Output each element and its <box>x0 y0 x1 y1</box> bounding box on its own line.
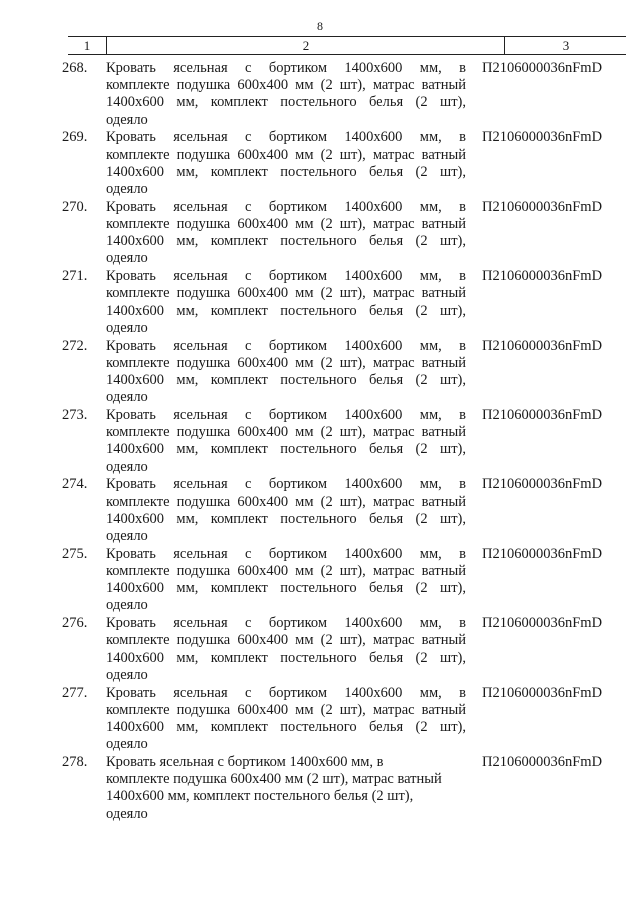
item-code: П2106000036nFmD <box>482 615 603 632</box>
item-number: 271. <box>62 268 88 285</box>
description-line: 1400х600 мм, комплект постельного белья (2 шт), <box>106 580 466 597</box>
description-line: комплекте подушка 600х400 мм (2 шт), матрас ватный <box>106 701 466 718</box>
description-line: Кровать ясельная с бортиком 1400х600 мм, в <box>106 268 466 285</box>
item-code: П2106000036nFmD <box>482 60 603 76</box>
item-number: 274. <box>62 476 88 493</box>
item-description <box>106 476 466 545</box>
description-line: 1400х600 мм, комплект постельного белья (2 шт), <box>106 718 466 735</box>
description-line: одеяло <box>106 458 148 475</box>
description-line: одеяло <box>106 111 148 128</box>
table-row <box>0 268 640 337</box>
description-line: комплекте подушка 600х400 мм (2 шт), матрас ватный <box>106 771 442 788</box>
description-line: одеяло <box>106 736 148 753</box>
page-number: 8 <box>317 19 323 33</box>
item-number: 272. <box>62 337 88 354</box>
description-line: Кровать ясельная с бортиком 1400х600 мм, в <box>106 545 466 562</box>
item-description <box>106 685 466 754</box>
item-description <box>106 546 466 615</box>
item-number: 269. <box>62 129 88 146</box>
item-description <box>106 60 466 129</box>
item-description <box>106 338 466 407</box>
description-line: комплекте подушка 600х400 мм (2 шт), матрас ватный <box>106 354 466 371</box>
table-row <box>0 685 640 754</box>
item-code: П2106000036nFmD <box>482 129 603 146</box>
description-line: Кровать ясельная с бортиком 1400х600 мм, в <box>106 198 466 215</box>
item-description <box>106 754 466 823</box>
description-line: комплекте подушка 600х400 мм (2 шт), матрас ватный <box>106 424 466 441</box>
item-code: П2106000036nFmD <box>482 684 603 701</box>
item-number: 275. <box>62 545 88 562</box>
description-line: 1400х600 мм, комплект постельного белья (2 шт), <box>106 302 466 319</box>
item-number: 273. <box>62 406 88 423</box>
table-header-row <box>68 36 626 55</box>
description-line: Кровать ясельная с бортиком 1400х600 мм, в <box>106 753 384 770</box>
item-description <box>106 268 466 337</box>
item-code: П2106000036nFmD <box>482 545 603 562</box>
description-line: 1400х600 мм, комплект постельного белья (2 шт), <box>106 163 466 180</box>
table-row <box>0 338 640 407</box>
description-line: одеяло <box>106 597 148 614</box>
description-line: комплекте подушка 600х400 мм (2 шт), матрас ватный <box>106 77 466 94</box>
item-code: П2106000036nFmD <box>482 198 603 215</box>
description-line: 1400х600 мм, комплект постельного белья (2 шт), <box>106 233 466 250</box>
item-number: 277. <box>62 684 88 701</box>
item-description <box>106 199 466 268</box>
description-line: одеяло <box>106 527 148 544</box>
description-line: одеяло <box>106 181 148 197</box>
description-line: 1400х600 мм, комплект постельного белья (2 шт), <box>106 788 414 805</box>
item-description <box>106 615 466 684</box>
description-line: одеяло <box>106 805 148 822</box>
description-line: комплекте подушка 600х400 мм (2 шт), матрас ватный <box>106 146 466 163</box>
table-row <box>0 407 640 476</box>
description-line: Кровать ясельная с бортиком 1400х600 мм, в <box>106 406 466 423</box>
items-list <box>0 60 640 823</box>
table-row <box>0 546 640 615</box>
description-line: комплекте подушка 600х400 мм (2 шт), матрас ватный <box>106 215 466 232</box>
item-description <box>106 407 466 476</box>
column-divider <box>106 37 107 54</box>
description-line: одеяло <box>106 250 148 267</box>
description-line: Кровать ясельная с бортиком 1400х600 мм, в <box>106 476 466 493</box>
description-line: Кровать ясельная с бортиком 1400х600 мм, в <box>106 615 466 632</box>
description-line: комплекте подушка 600х400 мм (2 шт), матрас ватный <box>106 562 466 579</box>
description-line: одеяло <box>106 666 148 683</box>
header-col-1: 1 <box>83 38 91 53</box>
table-row <box>0 754 640 823</box>
description-line: Кровать ясельная с бортиком 1400х600 мм, в <box>106 337 466 354</box>
description-line: Кровать ясельная с бортиком 1400х600 мм, в <box>106 129 466 146</box>
item-number: 278. <box>62 753 88 770</box>
table-row <box>0 60 640 129</box>
description-line: 1400х600 мм, комплект постельного белья (2 шт), <box>106 94 466 111</box>
description-line: 1400х600 мм, комплект постельного белья (2 шт), <box>106 371 466 388</box>
description-line: 1400х600 мм, комплект постельного белья (2 шт), <box>106 649 466 666</box>
description-line: комплекте подушка 600х400 мм (2 шт), матрас ватный <box>106 632 466 649</box>
table-row <box>0 199 640 268</box>
table-row <box>0 476 640 545</box>
item-description <box>106 129 466 198</box>
description-line: одеяло <box>106 389 148 406</box>
item-number: 268. <box>62 60 88 76</box>
description-line: 1400х600 мм, комплект постельного белья (2 шт), <box>106 441 466 458</box>
description-line: комплекте подушка 600х400 мм (2 шт), матрас ватный <box>106 493 466 510</box>
description-line: Кровать ясельная с бортиком 1400х600 мм, в <box>106 60 466 76</box>
item-code: П2106000036nFmD <box>482 406 603 423</box>
header-col-3: 3 <box>562 38 570 53</box>
description-line: Кровать ясельная с бортиком 1400х600 мм, в <box>106 684 466 701</box>
column-divider <box>504 37 505 54</box>
item-number: 270. <box>62 198 88 215</box>
item-code: П2106000036nFmD <box>482 753 603 770</box>
description-line: одеяло <box>106 319 148 336</box>
item-number: 276. <box>62 615 88 632</box>
header-col-2: 2 <box>302 38 310 53</box>
item-code: П2106000036nFmD <box>482 476 603 493</box>
description-line: комплекте подушка 600х400 мм (2 шт), матрас ватный <box>106 285 466 302</box>
item-code: П2106000036nFmD <box>482 268 603 285</box>
description-line: 1400х600 мм, комплект постельного белья (2 шт), <box>106 510 466 527</box>
table-row <box>0 615 640 684</box>
table-row <box>0 129 640 198</box>
item-code: П2106000036nFmD <box>482 337 603 354</box>
